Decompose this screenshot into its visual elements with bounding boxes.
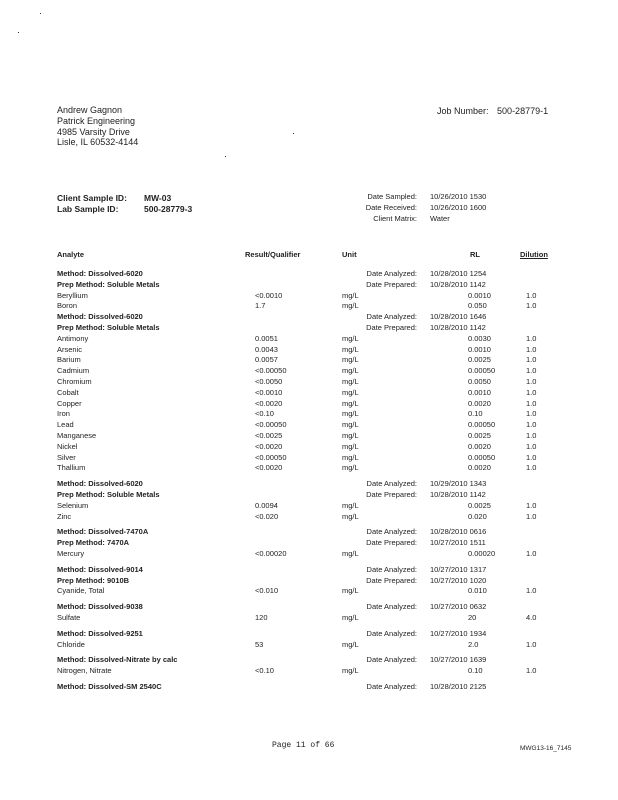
prep-method-name: Prep Method: 9010B <box>57 575 130 585</box>
date-received-value: 10/26/2010 1600 <box>430 203 487 212</box>
rl-cell: 0.0020 <box>468 398 491 408</box>
result-cell: 120 <box>255 613 268 622</box>
date-prepared-value: 10/28/2010 1142 <box>430 490 486 499</box>
analyte-cell: Copper <box>57 398 82 408</box>
analyte-cell: Iron <box>57 409 70 419</box>
table-row <box>0 366 618 377</box>
method-row <box>0 565 618 576</box>
unit-cell: mg/L <box>342 666 359 676</box>
header-unit: Unit <box>342 250 357 259</box>
table-row <box>0 640 618 651</box>
result-cell: 0.0057 <box>255 355 278 365</box>
method-name: Method: Dissolved-SM 2540C <box>57 682 162 691</box>
date-prepared-label: Date Prepared: <box>366 575 417 585</box>
dilution-cell: 1.0 <box>526 441 537 451</box>
table-row <box>0 666 618 677</box>
analyte-cell: Zinc <box>57 511 72 521</box>
date-analyzed-label: Date Analyzed: <box>366 628 417 638</box>
unit-cell: mg/L <box>342 441 359 451</box>
result-cell: <0.0020 <box>255 441 283 451</box>
table-row <box>0 453 618 464</box>
method-row <box>0 629 618 640</box>
date-analyzed-value: 10/28/2010 0616 <box>430 527 487 537</box>
dilution-cell: 1.0 <box>526 344 537 354</box>
analyte-cell: Antimony <box>57 333 89 343</box>
analyte-cell: Silver <box>57 452 76 462</box>
prep-method-name: Prep Method: Soluble Metals <box>57 323 160 332</box>
unit-cell: mg/L <box>342 387 359 397</box>
scan-speck <box>40 13 41 14</box>
result-cell: <0.0010 <box>255 290 283 300</box>
client-matrix-label: Client Matrix: <box>373 214 417 223</box>
analyte-cell: Cadmium <box>57 366 90 376</box>
dilution-cell: 1.0 <box>526 290 537 300</box>
unit-cell: mg/L <box>342 420 359 430</box>
dilution-cell: 1.0 <box>526 500 537 510</box>
date-analyzed-value: 10/29/2010 1343 <box>430 479 487 489</box>
prep-method-row <box>0 490 618 501</box>
method-row <box>0 655 618 666</box>
result-cell: <0.0025 <box>255 431 283 440</box>
rl-cell: 0.0020 <box>468 441 491 451</box>
date-prepared-value: 10/28/2010 1142 <box>430 323 486 332</box>
rl-cell: 0.0030 <box>468 333 491 343</box>
rl-cell: 0.0020 <box>468 463 491 473</box>
dilution-cell: 1.0 <box>526 666 537 676</box>
method-name: Method: Dissolved-9014 <box>57 564 143 574</box>
result-cell: <0.0020 <box>255 463 283 473</box>
result-cell: 1.7 <box>255 301 266 311</box>
date-analyzed-label: Date Analyzed: <box>366 312 417 322</box>
unit-cell: mg/L <box>342 301 359 311</box>
job-number-label: Job Number: <box>437 106 489 116</box>
table-row <box>0 431 618 442</box>
job-number <box>437 106 548 116</box>
client-name: Andrew Gagnon <box>57 105 123 115</box>
result-cell: 0.0094 <box>255 500 278 510</box>
method-name: Method: Dissolved-9038 <box>57 602 143 612</box>
method-name: Method: Dissolved-7470A <box>57 527 149 537</box>
prep-method-name: Prep Method: Soluble Metals <box>57 279 160 289</box>
rl-cell: 0.010 <box>468 586 487 596</box>
prep-method-name: Prep Method: 7470A <box>57 538 130 548</box>
dilution-cell: 1.0 <box>526 333 537 343</box>
date-prepared-label: Date Prepared: <box>366 538 417 548</box>
client-sample-id-value: MW-03 <box>144 193 172 203</box>
method-row <box>0 312 618 323</box>
rl-cell: 0.050 <box>468 301 487 311</box>
unit-cell: mg/L <box>342 463 359 473</box>
date-analyzed-label: Date Analyzed: <box>366 682 417 691</box>
result-cell: <0.010 <box>255 586 279 596</box>
method-row <box>0 602 618 613</box>
rl-cell: 0.0025 <box>468 431 491 440</box>
scan-speck <box>18 32 19 33</box>
unit-cell: mg/L <box>342 290 359 300</box>
dilution-cell: 1.0 <box>526 366 537 376</box>
unit-cell: mg/L <box>342 409 359 419</box>
analyte-cell: Selenium <box>57 500 89 510</box>
rl-cell: 0.0025 <box>468 355 491 365</box>
table-row <box>0 345 618 356</box>
dilution-cell: 1.0 <box>526 387 537 397</box>
method-name: Method: Dissolved-6020 <box>57 312 143 322</box>
method-row <box>0 479 618 490</box>
rl-cell: 0.10 <box>468 666 483 676</box>
scan-speck <box>225 156 226 157</box>
dilution-cell: 1.0 <box>526 586 537 596</box>
rl-cell: 20 <box>468 613 477 622</box>
date-analyzed-value: 10/28/2010 1646 <box>430 312 487 322</box>
table-row <box>0 291 618 302</box>
analyte-cell: Cobalt <box>57 387 79 397</box>
analyte-cell: Cyanide, Total <box>57 586 105 596</box>
method-name: Method: Dissolved-9251 <box>57 628 143 638</box>
rl-cell: 0.00050 <box>468 420 496 430</box>
method-row <box>0 682 618 693</box>
analyte-cell: Nitrogen, Nitrate <box>57 666 112 676</box>
result-cell: <0.00020 <box>255 549 287 558</box>
date-prepared-value: 10/28/2010 1142 <box>430 279 486 289</box>
table-row <box>0 512 618 523</box>
analyte-cell: Thallium <box>57 463 86 473</box>
result-cell: <0.00050 <box>255 366 287 376</box>
dilution-cell: 1.0 <box>526 511 537 521</box>
rl-cell: 0.10 <box>468 409 483 419</box>
client-city: Lisle, IL 60532-4144 <box>57 137 139 148</box>
prep-method-name: Prep Method: Soluble Metals <box>57 490 160 499</box>
analyte-cell: Beryllium <box>57 290 88 300</box>
result-cell: <0.020 <box>255 511 279 521</box>
rl-cell: 0.0050 <box>468 377 491 386</box>
date-analyzed-value: 10/27/2010 1639 <box>430 655 487 665</box>
rl-cell: 0.00050 <box>468 366 496 376</box>
date-analyzed-label: Date Analyzed: <box>366 564 417 574</box>
analyte-cell: Sulfate <box>57 613 81 622</box>
dilution-cell: 1.0 <box>526 409 537 419</box>
date-analyzed-label: Date Analyzed: <box>366 602 417 612</box>
unit-cell: mg/L <box>342 431 359 440</box>
prep-method-row <box>0 323 618 334</box>
dilution-cell: 1.0 <box>526 452 537 462</box>
unit-cell: mg/L <box>342 639 359 649</box>
unit-cell: mg/L <box>342 452 359 462</box>
table-row <box>0 442 618 453</box>
table-row <box>0 399 618 410</box>
unit-cell: mg/L <box>342 355 359 365</box>
analyte-cell: Boron <box>57 301 78 311</box>
date-received-label: Date Received: <box>365 203 417 212</box>
prep-method-row <box>0 280 618 291</box>
date-analyzed-value: 10/27/2010 0632 <box>430 602 487 612</box>
date-analyzed-label: Date Analyzed: <box>366 655 417 665</box>
rl-cell: 0.020 <box>468 511 487 521</box>
client-company: Patrick Engineering <box>57 115 136 126</box>
rl-cell: 0.00020 <box>468 549 496 558</box>
table-row <box>0 463 618 474</box>
dilution-cell: 1.0 <box>526 398 537 408</box>
date-analyzed-value: 10/28/2010 2125 <box>430 682 487 691</box>
table-row <box>0 586 618 597</box>
dilution-cell: 1.0 <box>526 549 537 558</box>
result-cell: <0.00050 <box>255 452 287 462</box>
table-row <box>0 549 618 560</box>
analyte-cell: Manganese <box>57 431 97 440</box>
date-prepared-label: Date Prepared: <box>366 279 417 289</box>
dilution-cell: 4.0 <box>526 613 537 622</box>
rl-cell: 2.0 <box>468 639 479 649</box>
unit-cell: mg/L <box>342 586 359 596</box>
analyte-cell: Barium <box>57 355 81 365</box>
table-row <box>0 334 618 345</box>
rl-cell: 0.0010 <box>468 290 491 300</box>
dilution-cell: 1.0 <box>526 431 537 440</box>
result-cell: 53 <box>255 639 264 649</box>
result-cell: <0.10 <box>255 409 274 419</box>
analyte-cell: Arsenic <box>57 344 83 354</box>
lab-sample-id-label: Lab Sample ID: <box>57 204 119 214</box>
result-cell: 0.0051 <box>255 333 278 343</box>
prep-method-row <box>0 538 618 549</box>
client-sample-id-label: Client Sample ID: <box>57 193 127 203</box>
job-number-value: 500-28779-1 <box>497 106 549 116</box>
unit-cell: mg/L <box>342 500 359 510</box>
client-street: 4985 Varsity Drive <box>57 126 130 137</box>
analyte-cell: Mercury <box>57 549 85 558</box>
result-cell: <0.0050 <box>255 377 283 386</box>
lab-sample-id-value: 500-28779-3 <box>144 204 193 214</box>
result-cell: <0.00050 <box>255 420 287 430</box>
date-prepared-label: Date Prepared: <box>366 490 417 499</box>
date-analyzed-label: Date Analyzed: <box>366 527 417 537</box>
analyte-cell: Chloride <box>57 639 85 649</box>
client-address-block <box>57 105 138 148</box>
result-cell: <0.10 <box>255 666 274 676</box>
date-prepared-label: Date Prepared: <box>366 323 417 332</box>
scan-speck <box>293 133 294 134</box>
method-row <box>0 269 618 280</box>
result-cell: <0.0020 <box>255 398 283 408</box>
date-analyzed-value: 10/27/2010 1934 <box>430 628 487 638</box>
date-prepared-value: 10/27/2010 1511 <box>430 538 486 548</box>
unit-cell: mg/L <box>342 377 359 386</box>
dilution-cell: 1.0 <box>526 377 537 386</box>
rl-cell: 0.0010 <box>468 387 491 397</box>
unit-cell: mg/L <box>342 333 359 343</box>
table-row <box>0 409 618 420</box>
unit-cell: mg/L <box>342 398 359 408</box>
unit-cell: mg/L <box>342 511 359 521</box>
method-row <box>0 527 618 538</box>
analyte-cell: Lead <box>57 420 74 430</box>
date-analyzed-label: Date Analyzed: <box>366 479 417 489</box>
analyte-cell: Chromium <box>57 377 92 386</box>
table-row <box>0 613 618 624</box>
table-row <box>0 388 618 399</box>
table-row <box>0 355 618 366</box>
dilution-cell: 1.0 <box>526 301 537 311</box>
result-cell: <0.0010 <box>255 387 283 397</box>
method-name: Method: Dissolved-6020 <box>57 269 143 278</box>
dilution-cell: 1.0 <box>526 355 537 365</box>
page-number: Page 11 of 66 <box>272 741 335 750</box>
rl-cell: 0.0025 <box>468 500 491 510</box>
analyte-cell: Nickel <box>57 441 78 451</box>
table-row <box>0 377 618 388</box>
unit-cell: mg/L <box>342 549 359 558</box>
method-name: Method: Dissolved-6020 <box>57 479 143 489</box>
date-analyzed-value: 10/28/2010 1254 <box>430 269 487 278</box>
table-row <box>0 420 618 431</box>
table-row <box>0 501 618 512</box>
header-result: Result/Qualifier <box>245 250 301 259</box>
date-prepared-value: 10/27/2010 1020 <box>430 575 487 585</box>
rl-cell: 0.0010 <box>468 344 491 354</box>
date-analyzed-value: 10/27/2010 1317 <box>430 564 487 574</box>
date-sampled-label: Date Sampled: <box>367 192 417 201</box>
header-rl: RL <box>470 250 480 259</box>
date-sampled-value: 10/26/2010 1530 <box>430 192 487 201</box>
method-name: Method: Dissolved-Nitrate by calc <box>57 655 178 665</box>
header-analyte: Analyte <box>57 250 85 259</box>
date-analyzed-label: Date Analyzed: <box>366 269 417 278</box>
header-dilution: Dilution <box>520 250 548 259</box>
result-cell: 0.0043 <box>255 344 278 354</box>
document-reference: MWG13-16_7145 <box>520 745 572 752</box>
dilution-cell: 1.0 <box>526 639 537 649</box>
unit-cell: mg/L <box>342 613 359 622</box>
unit-cell: mg/L <box>342 344 359 354</box>
dilution-cell: 1.0 <box>526 420 537 430</box>
client-matrix-value: Water <box>430 214 450 223</box>
table-row <box>0 301 618 312</box>
rl-cell: 0.00050 <box>468 452 496 462</box>
prep-method-row <box>0 576 618 587</box>
dilution-cell: 1.0 <box>526 463 537 473</box>
unit-cell: mg/L <box>342 366 359 376</box>
